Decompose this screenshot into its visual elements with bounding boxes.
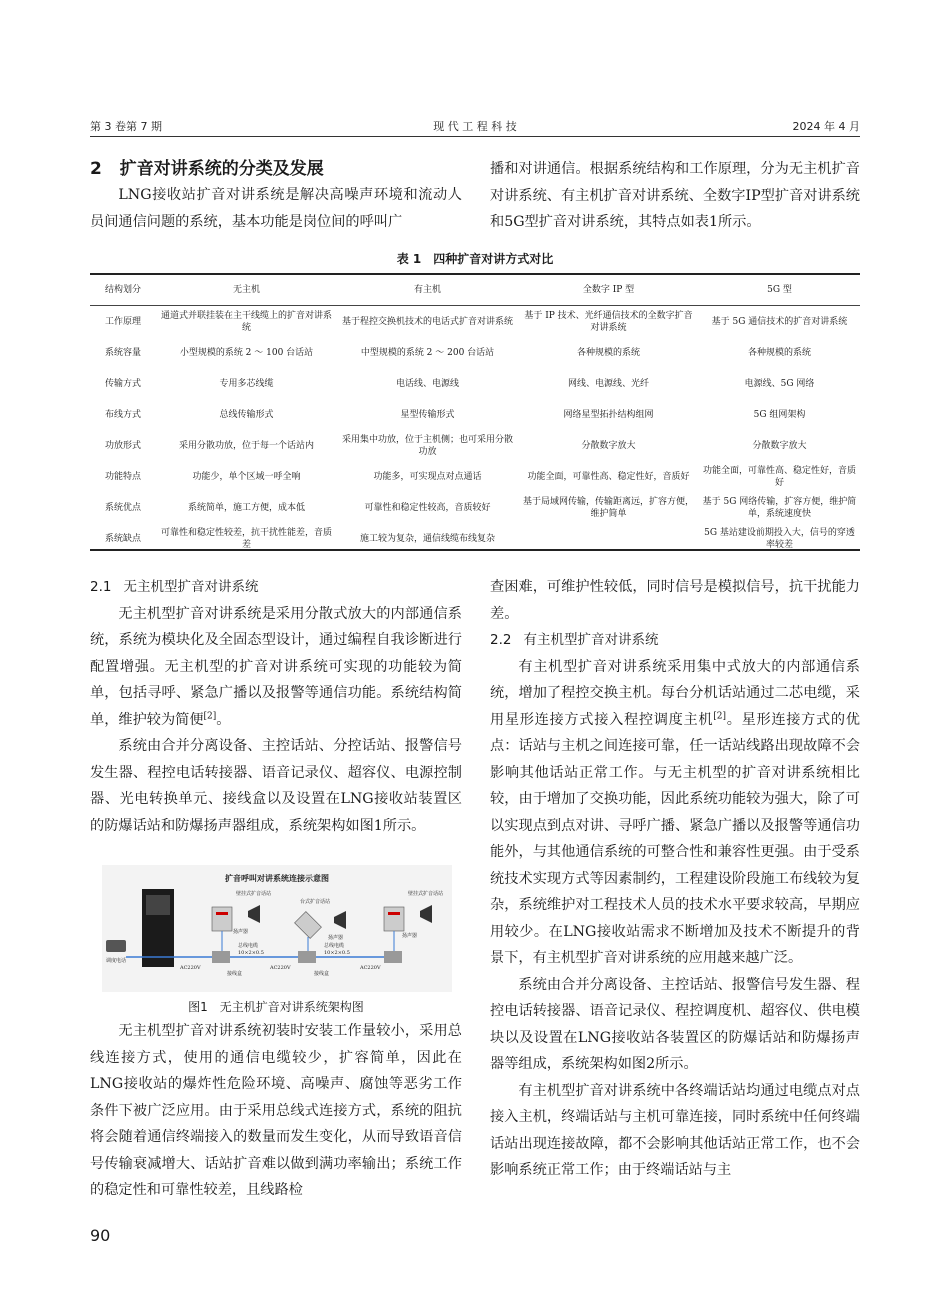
subsection-2-1-paragraph-2: 系统由合并分离设备、主控话站、分控话站、报警信号发生器、程控电话转接器、语音记录仪、超容仪、电源控制器、光电转换单元、接线盒以及设置在LNG接收站装置区的防爆话站和防爆扬声器组成，系统架构如图1所示。	[90, 738, 462, 834]
table-row	[90, 461, 860, 492]
table-header-row	[90, 275, 860, 306]
table-cell: 可靠性和稳定性较差，抗干扰性能差，音质差	[160, 527, 332, 550]
junction-box-icon	[298, 951, 316, 963]
subsection-2-1-paragraph-3: 无主机型扩音对讲系统初装时安装工作量较小，采用总线连接方式，使用的通信电缆较少，扩容简单，因此在LNG接收站的爆炸性危险环境、高噪声、腐蚀等恶劣工作条件下被广泛应用。由于采用总线式连接方式，系统的阻抗将会随着通信终端接入的数量而发生变化，从而导致语音信号传输衰减增大、话站扩音难以做到满功率输出；系统工作的稳定性和可靠性较差，且线路检	[90, 1023, 462, 1198]
figure-1-diagram	[102, 865, 452, 992]
section-2-intro	[90, 156, 462, 235]
table-row-label: 传输方式	[104, 378, 141, 389]
paragraph-text: 。	[216, 711, 231, 728]
table-cell: 电话线、电源线	[395, 378, 459, 389]
speaker-label: 扬声器	[328, 935, 344, 941]
ac-label: AC220V	[180, 965, 201, 971]
junction-box-label: 接线盒	[227, 971, 243, 977]
table-cell: 基于 5G 通信技术的扩音对讲系统	[711, 316, 848, 327]
subsection-2-2-paragraph-2: 系统由合并分离设备、主控话站、报警信号发生器、程控电话转接器、语音记录仪、程控调度机、超容仪、供电模块以及设置在LNG接收站各装置区的防爆话站和防爆扬声器等组成，系统架构如图2所示。	[490, 976, 860, 1072]
table-row-label: 工作原理	[104, 316, 141, 327]
table-row-label: 布线方式	[104, 409, 141, 420]
header-date: 2024 年 4 月	[792, 120, 860, 133]
subsection-2-1-heading	[90, 574, 462, 601]
table-header-cell: 结构划分	[90, 275, 156, 306]
table-row-label: 系统缺点	[104, 533, 141, 544]
table-cell: 采用分散功放，位于每一个话站内	[178, 440, 314, 451]
cable-spec-label: 10×2×0.5	[324, 950, 350, 956]
table-cell: 功能少，单个区域一呼全响	[192, 471, 301, 482]
subsection-2-1-paragraph-3-cont: 查困难，可维护性较低，同时信号是模拟信号，抗干扰能力差。	[490, 579, 860, 622]
table-cell: 各种规模的系统	[747, 347, 811, 358]
phone-icon	[106, 940, 126, 952]
phone-label: 调度电话	[105, 958, 127, 964]
table-cell: 总线传输形式	[219, 409, 274, 420]
table-cell: 系统简单，施工方便，成本低	[187, 502, 305, 513]
section-2-title: 扩音对讲系统的分类及发展	[119, 159, 324, 179]
section-2-paragraph: LNG接收站扩音对讲系统是解决高噪声环境和流动人员间通信问题的系统，基本功能是岗位间的呼叫广	[90, 187, 462, 230]
station-indicator	[216, 912, 228, 915]
table-cell: 施工较为复杂，通信线缆布线复杂	[359, 533, 495, 544]
table-cell: 小型规模的系统 2 ～ 100 台话站	[179, 347, 314, 358]
wall-station-icon	[212, 907, 232, 931]
paragraph-text: 有主机型扩音对讲系统采用集中式放大的内部通信系统，增加了程控交换主机。每台分机话站通过二芯电缆，采用星形连接方式接入程控调度主机	[490, 658, 860, 728]
table-bottom-rule	[90, 549, 860, 551]
table-cell: 基于局域网传输，传输距离远，扩容方便，维护简单	[522, 496, 694, 519]
table-cell: 中型规模的系统 2 ～ 200 台话站	[360, 347, 495, 358]
ac-label: AC220V	[270, 965, 291, 971]
subsection-2-1-title: 无主机型扩音对讲系统	[123, 579, 259, 595]
subsection-2-1-number: 2.1	[90, 579, 112, 595]
section-2-paragraph-cont: 播和对讲通信。根据系统结构和工作原理，分为无主机扩音对讲系统、有主机扩音对讲系统、全数字IP型扩音对讲系统和5G型扩音对讲系统，其特点如表1所示。	[490, 161, 860, 230]
table-caption: 表 1 四种扩音对讲方式对比	[396, 252, 554, 266]
table-cell: 可靠性和稳定性较高，音质较好	[364, 502, 491, 513]
wall-station-label: 壁挂式扩音话站	[408, 891, 444, 897]
table-header-cell: 全数字 IP 型	[518, 275, 699, 306]
table-row	[90, 368, 860, 399]
section-2-number: 2	[90, 159, 102, 179]
subsection-2-2-title: 有主机型扩音对讲系统	[523, 632, 659, 648]
section-2-1-left-lower	[90, 1018, 462, 1204]
section-2-heading	[90, 156, 462, 182]
bus-cable-label: 总线电缆	[324, 943, 345, 949]
table-cell: 采用集中功放，位于主机侧；也可采用分散功放	[341, 434, 513, 457]
figure-1-caption: 图1 无主机扩音对讲系统架构图	[188, 1000, 364, 1014]
junction-box-label: 接线盒	[314, 971, 330, 977]
wall-station-icon	[384, 907, 404, 931]
junction-box-icon	[384, 951, 402, 963]
page-number: 90	[90, 1226, 111, 1245]
table-row-label: 功放形式	[104, 440, 141, 451]
paragraph-text: 无主机型扩音对讲系统是采用分散式放大的内部通信系统，系统为模块化及全固态型设计，通过编程自我诊断进行配置增强。无主机型的扩音对讲系统可实现的功能较为简单，包括寻呼、紧急广播以及报警等通信功能。系统结构简单，维护较为简便	[90, 605, 462, 728]
table-row	[90, 337, 860, 368]
subsection-2-2-number: 2.2	[490, 632, 512, 648]
citation-ref: [2]	[713, 710, 727, 721]
wall-station-label: 壁挂式扩音话站	[236, 891, 272, 897]
header-journal-title: 现 代 工 程 科 技	[433, 120, 517, 133]
right-column-lower	[490, 574, 860, 1184]
table-cell: 基于 IP 技术、光纤通信技术的全数字扩音对讲系统	[524, 310, 693, 333]
table-cell: 基于 5G 网络传输，扩容方便，维护简单，系统速度快	[702, 496, 857, 519]
table-row	[90, 492, 860, 523]
table-cell: 基于程控交换机技术的电话式扩音对讲系统	[341, 316, 513, 327]
table-cell: 5G 基站建设前期投入大，信号的穿透率较差	[704, 527, 855, 550]
table-cell: 功能全面，可靠性高、稳定性好，音质好	[527, 471, 690, 482]
citation-ref: [2]	[203, 710, 217, 721]
cable-spec-label: 10×2×0.5	[238, 950, 264, 956]
desk-station-label: 台式扩音话站	[300, 899, 331, 905]
bus-cable-label: 总线电缆	[238, 943, 259, 949]
subsection-2-1-paragraph-1	[90, 601, 462, 734]
speaker-label: 扬声器	[402, 933, 418, 939]
table-cell: 分散数字放大	[581, 440, 636, 451]
subsection-2-2-paragraph-1	[490, 654, 860, 972]
station-indicator	[388, 912, 400, 915]
speaker-label: 扬声器	[233, 929, 249, 935]
table-row	[90, 306, 860, 338]
table-header-cell: 无主机	[156, 275, 337, 306]
table-cell: 电源线、5G 网络	[744, 378, 815, 389]
table-cell: 网络星型拓扑结构组网	[563, 409, 654, 420]
table-header-cell: 5G 型	[699, 275, 860, 306]
table-cell: 功能多，可实现点对点通话	[373, 471, 482, 482]
table-cell: 各种规模的系统	[576, 347, 640, 358]
section-2-intro-cont	[490, 156, 860, 236]
table-row	[90, 430, 860, 461]
table-cell: 功能全面，可靠性高、稳定性好，音质好	[702, 465, 856, 488]
table-row	[90, 399, 860, 430]
table-header-cell: 有主机	[337, 275, 518, 306]
table-row-label: 系统优点	[104, 502, 141, 513]
table-cell: 网线、电源线、光纤	[567, 378, 649, 389]
junction-box-icon	[212, 951, 230, 963]
ac-label: AC220V	[360, 965, 381, 971]
table-cell: 5G 组网架构	[753, 409, 806, 420]
figure-title: 扩音呼叫对讲系统连接示意图	[225, 874, 329, 883]
table-cell: 通道式并联挂装在主干线缆上的扩音对讲系统	[160, 310, 332, 333]
table-cell: 专用多芯线缆	[219, 378, 274, 389]
comparison-table	[90, 275, 860, 554]
table-row-label: 系统容量	[104, 347, 141, 358]
cabinet-panel	[146, 895, 170, 915]
table-cell: 分散数字放大	[752, 440, 807, 451]
table-cell: 星型传输形式	[400, 409, 455, 420]
section-2-1-left	[90, 574, 462, 839]
subsection-2-2-paragraph-3: 有主机型扩音对讲系统中各终端话站均通过电缆点对点接入主机，终端话站与主机可靠连接，同时系统中任何终端话站出现连接故障，都不会影响其他话站正常工作，也不会影响系统正常工作；由于终端话站与主	[490, 1082, 860, 1178]
subsection-2-2-heading	[490, 627, 860, 654]
paragraph-text: 。星形连接方式的优点：话站与主机之间连接可靠，任一话站线路出现故障不会影响其他话站正常工作。与无主机型的扩音对讲系统相比较，由于增加了交换功能，因此系统功能较为强大，除了可以实现点到点对讲、寻呼广播、紧急广播以及报警等通信功能外，与其他通信系统的可整合性和兼容性更强。由于受系统技术实现方式等因素制约，工程建设阶段施工布线较为复杂，系统维护对工程技术人员的技术水平要求较高，早期应用较少。在LNG接收站需求不断增加及技术不断提升的背景下，有主机型扩音对讲系统的应用越来越广泛。	[490, 711, 860, 966]
header-volume: 第 3 卷第 7 期	[90, 120, 162, 133]
header-rule	[90, 136, 860, 137]
table-row-label: 功能特点	[104, 471, 141, 482]
